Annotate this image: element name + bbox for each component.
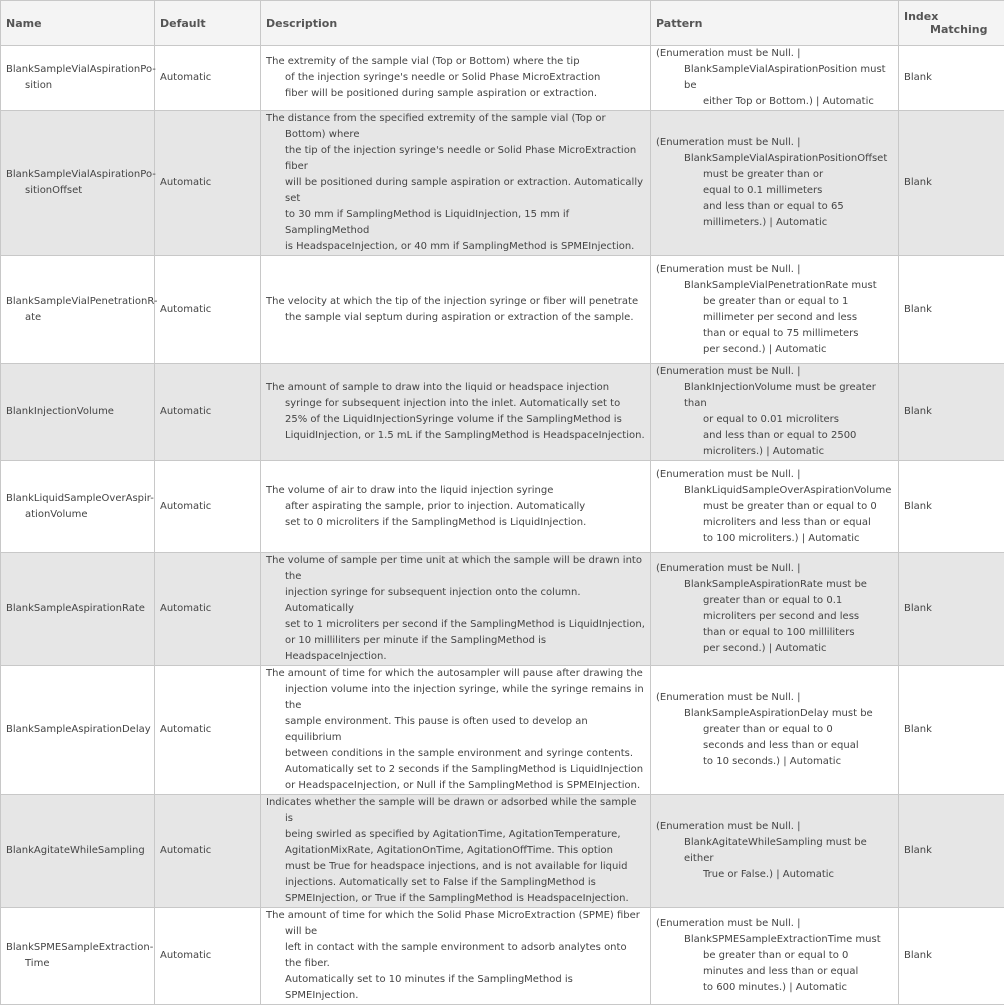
cell-description	[261, 256, 651, 364]
description-line: SPMEInjection, or True if the SamplingMethod is HeadspaceInjection.	[285, 893, 629, 904]
pattern-line: (Enumeration must be Null. |	[656, 916, 893, 932]
cell-name	[1, 553, 155, 666]
cell-default: Automatic	[155, 256, 261, 364]
pattern-line: microliters.) | Automatic	[656, 444, 893, 460]
cell-index-matching: Blank	[899, 111, 1004, 256]
description-line: injection syringe for subsequent injection onto the column. Automatically	[285, 587, 581, 614]
description-line: Indicates whether the sample will be drawn or adsorbed while the sample is	[266, 797, 636, 824]
pattern-line: to 600 minutes.) | Automatic	[656, 980, 893, 996]
pattern-line: millimeter per second and less	[656, 310, 893, 326]
table-row	[1, 256, 1004, 364]
option-name-line: BlankSampleAspirationRate	[6, 603, 145, 614]
cell-description	[261, 461, 651, 553]
pattern-line: seconds and less than or equal	[656, 738, 893, 754]
pattern-line: than or equal to 100 milliliters	[656, 625, 893, 641]
cell-default: Automatic	[155, 364, 261, 461]
option-name	[6, 62, 149, 94]
description-text	[266, 380, 645, 444]
pattern-line: millimeters.) | Automatic	[656, 215, 893, 231]
description-text	[266, 294, 645, 326]
table-row	[1, 461, 1004, 553]
option-name-line: Time	[25, 958, 49, 969]
description-line: The extremity of the sample vial (Top or Bottom) where the tip	[266, 56, 580, 67]
description-text	[266, 54, 645, 102]
cell-name	[1, 795, 155, 908]
description-line: must be True for headspace injections, and is not available for liquid	[285, 861, 628, 872]
cell-description	[261, 111, 651, 256]
description-text	[266, 908, 645, 1004]
description-text	[266, 553, 645, 665]
description-line: left in contact with the sample environment to adsorb analytes onto the fiber.	[285, 942, 627, 969]
option-name	[6, 601, 149, 617]
pattern-line: BlankSPMESampleExtractionTime must	[656, 932, 893, 948]
description-line: or HeadspaceInjection, or Null if the SamplingMethod is SPMEInjection.	[285, 780, 640, 791]
cell-index-matching: Blank	[899, 553, 1004, 666]
description-line: AgitationMixRate, AgitationOnTime, AgitationOffTime. This option	[285, 845, 613, 856]
header-name: Name	[1, 1, 155, 46]
cell-pattern	[651, 111, 899, 256]
description-text	[266, 483, 645, 531]
description-text	[266, 666, 645, 794]
header-default: Default	[155, 1, 261, 46]
pattern-line: equal to 0.1 millimeters	[656, 183, 893, 199]
pattern-line: per second.) | Automatic	[656, 342, 893, 358]
option-name-line: BlankInjectionVolume	[6, 406, 114, 417]
cell-default: Automatic	[155, 46, 261, 111]
cell-name	[1, 111, 155, 256]
pattern-line: microliters and less than or equal	[656, 515, 893, 531]
option-name-line: BlankAgitateWhileSampling	[6, 845, 145, 856]
pattern-line: and less than or equal to 65	[656, 199, 893, 215]
description-line: set to 0 microliters if the SamplingMethod is LiquidInjection.	[285, 517, 586, 528]
pattern-line: be greater than or equal to 0	[656, 948, 893, 964]
pattern-line: to 10 seconds.) | Automatic	[656, 754, 893, 770]
cell-pattern	[651, 364, 899, 461]
option-name-line: BlankLiquidSampleOverAspir-	[6, 493, 154, 504]
pattern-line: microliters per second and less	[656, 609, 893, 625]
table-row	[1, 908, 1004, 1005]
cell-name	[1, 666, 155, 795]
description-line: The velocity at which the tip of the injection syringe or fiber will penetrate	[266, 296, 638, 307]
pattern-line: True or False.) | Automatic	[656, 867, 893, 883]
description-line: will be positioned during sample aspiration or extraction. Automatically set	[285, 177, 643, 204]
description-line: The volume of air to draw into the liquid injection syringe	[266, 485, 553, 496]
description-line: The amount of sample to draw into the liquid or headspace injection	[266, 382, 609, 393]
table-row	[1, 553, 1004, 666]
option-name-line: BlankSampleVialPenetrationR-	[6, 296, 157, 307]
cell-name	[1, 364, 155, 461]
cell-pattern	[651, 461, 899, 553]
description-line: to 30 mm if SamplingMethod is LiquidInjection, 15 mm if SamplingMethod	[285, 209, 569, 236]
option-name-line: sitionOffset	[25, 185, 82, 196]
table-row	[1, 364, 1004, 461]
description-text	[266, 795, 645, 907]
pattern-line: BlankSampleAspirationDelay must be	[656, 706, 893, 722]
description-line: LiquidInjection, or 1.5 mL if the SamplingMethod is HeadspaceInjection.	[285, 430, 645, 441]
pattern-line: (Enumeration must be Null. |	[656, 819, 893, 835]
pattern-line: minutes and less than or equal	[656, 964, 893, 980]
description-line: after aspirating the sample, prior to injection. Automatically	[285, 501, 585, 512]
pattern-line: BlankSampleVialAspirationPosition must be	[656, 62, 893, 94]
pattern-line: (Enumeration must be Null. |	[656, 364, 893, 380]
cell-name	[1, 46, 155, 111]
pattern-line: (Enumeration must be Null. |	[656, 561, 893, 577]
pattern-line: (Enumeration must be Null. |	[656, 262, 893, 278]
description-line: or 10 milliliters per minute if the SamplingMethod is HeadspaceInjection.	[285, 635, 546, 662]
option-name-line: ationVolume	[25, 509, 87, 520]
cell-default: Automatic	[155, 111, 261, 256]
table-row	[1, 46, 1004, 111]
pattern-line: (Enumeration must be Null. |	[656, 690, 893, 706]
cell-default: Automatic	[155, 666, 261, 795]
cell-default: Automatic	[155, 553, 261, 666]
cell-pattern	[651, 666, 899, 795]
pattern-line: BlankSampleVialAspirationPositionOffset	[656, 151, 893, 167]
option-name	[6, 722, 149, 738]
pattern-line: greater than or equal to 0	[656, 722, 893, 738]
description-line: Automatically set to 2 seconds if the SamplingMethod is LiquidInjection	[285, 764, 643, 775]
header-pattern: Pattern	[651, 1, 899, 46]
cell-index-matching: Blank	[899, 364, 1004, 461]
option-name-line: ate	[25, 312, 41, 323]
option-name	[6, 843, 149, 859]
option-name-line: BlankSampleVialAspirationPo-	[6, 64, 156, 75]
pattern-line: (Enumeration must be Null. |	[656, 467, 893, 483]
pattern-line: must be greater than or equal to 0	[656, 499, 893, 515]
cell-index-matching: Blank	[899, 46, 1004, 111]
pattern-line: either Top or Bottom.) | Automatic	[656, 94, 893, 110]
pattern-line: per second.) | Automatic	[656, 641, 893, 657]
cell-description	[261, 795, 651, 908]
cell-default: Automatic	[155, 908, 261, 1005]
pattern-line: and less than or equal to 2500	[656, 428, 893, 444]
option-name-line: BlankSampleAspirationDelay	[6, 724, 151, 735]
pattern-line: (Enumeration must be Null. |	[656, 46, 893, 62]
option-name	[6, 294, 149, 326]
option-name	[6, 491, 149, 523]
table-row	[1, 666, 1004, 795]
pattern-line: BlankSampleVialPenetrationRate must	[656, 278, 893, 294]
pattern-line: to 100 microliters.) | Automatic	[656, 531, 893, 547]
description-line: being swirled as specified by AgitationTime, AgitationTemperature,	[285, 829, 621, 840]
pattern-line: BlankSampleAspirationRate must be	[656, 577, 893, 593]
cell-name	[1, 256, 155, 364]
description-line: the sample vial septum during aspiration or extraction of the sample.	[285, 312, 634, 323]
cell-description	[261, 46, 651, 111]
header-index-line1: Index	[904, 10, 938, 23]
pattern-line: than or equal to 75 millimeters	[656, 326, 893, 342]
table-row	[1, 111, 1004, 256]
pattern-line: (Enumeration must be Null. |	[656, 135, 893, 151]
pattern-line: greater than or equal to 0.1	[656, 593, 893, 609]
cell-index-matching: Blank	[899, 256, 1004, 364]
header-index-line2: Matching	[904, 23, 999, 36]
description-line: set to 1 microliters per second if the SamplingMethod is LiquidInjection,	[285, 619, 645, 630]
description-text	[266, 111, 645, 255]
description-line: 25% of the LiquidInjectionSyringe volume if the SamplingMethod is	[285, 414, 622, 425]
table-row	[1, 795, 1004, 908]
description-line: injection volume into the injection syringe, while the syringe remains in the	[285, 684, 644, 711]
cell-pattern	[651, 553, 899, 666]
description-line: sample environment. This pause is often used to develop an equilibrium	[285, 716, 588, 743]
description-line: fiber will be positioned during sample aspiration or extraction.	[285, 88, 597, 99]
option-name	[6, 167, 149, 199]
cell-default: Automatic	[155, 461, 261, 553]
description-line: The amount of time for which the Solid Phase MicroExtraction (SPME) fiber will be	[266, 910, 640, 937]
description-line: the tip of the injection syringe's needle or Solid Phase MicroExtraction fiber	[285, 145, 636, 172]
description-line: The distance from the specified extremity of the sample vial (Top or Bottom) where	[266, 113, 606, 140]
cell-name	[1, 461, 155, 553]
pattern-line: BlankLiquidSampleOverAspirationVolume	[656, 483, 893, 499]
pattern-line: or equal to 0.01 microliters	[656, 412, 893, 428]
cell-description	[261, 364, 651, 461]
option-name-line: BlankSampleVialAspirationPo-	[6, 169, 156, 180]
pattern-line: BlankInjectionVolume must be greater than	[656, 380, 893, 412]
header-index-matching	[899, 1, 1004, 46]
cell-default: Automatic	[155, 795, 261, 908]
cell-index-matching: Blank	[899, 795, 1004, 908]
pattern-line: BlankAgitateWhileSampling must be either	[656, 835, 893, 867]
cell-description	[261, 666, 651, 795]
option-name-line: BlankSPMESampleExtraction-	[6, 942, 153, 953]
option-name-line: sition	[25, 80, 52, 91]
header-row	[1, 1, 1004, 46]
description-line: Automatically set to 10 minutes if the SamplingMethod is SPMEInjection.	[285, 974, 573, 1001]
description-line: between conditions in the sample environment and syringe contents.	[285, 748, 633, 759]
description-line: is HeadspaceInjection, or 40 mm if SamplingMethod is SPMEInjection.	[285, 241, 634, 252]
option-name	[6, 404, 149, 420]
description-line: of the injection syringe's needle or Solid Phase MicroExtraction	[285, 72, 600, 83]
description-line: The amount of time for which the autosampler will pause after drawing the	[266, 668, 643, 679]
description-line: injections. Automatically set to False if the SamplingMethod is	[285, 877, 596, 888]
pattern-line: be greater than or equal to 1	[656, 294, 893, 310]
description-line: The volume of sample per time unit at which the sample will be drawn into the	[266, 555, 642, 582]
cell-index-matching: Blank	[899, 666, 1004, 795]
cell-pattern	[651, 908, 899, 1005]
cell-index-matching: Blank	[899, 908, 1004, 1005]
cell-pattern	[651, 256, 899, 364]
cell-description	[261, 553, 651, 666]
description-line: syringe for subsequent injection into the inlet. Automatically set to	[285, 398, 620, 409]
cell-index-matching: Blank	[899, 461, 1004, 553]
cell-description	[261, 908, 651, 1005]
cell-pattern	[651, 46, 899, 111]
pattern-line: must be greater than or	[656, 167, 893, 183]
header-description: Description	[261, 1, 651, 46]
cell-pattern	[651, 795, 899, 908]
cell-name	[1, 908, 155, 1005]
option-name	[6, 940, 149, 972]
